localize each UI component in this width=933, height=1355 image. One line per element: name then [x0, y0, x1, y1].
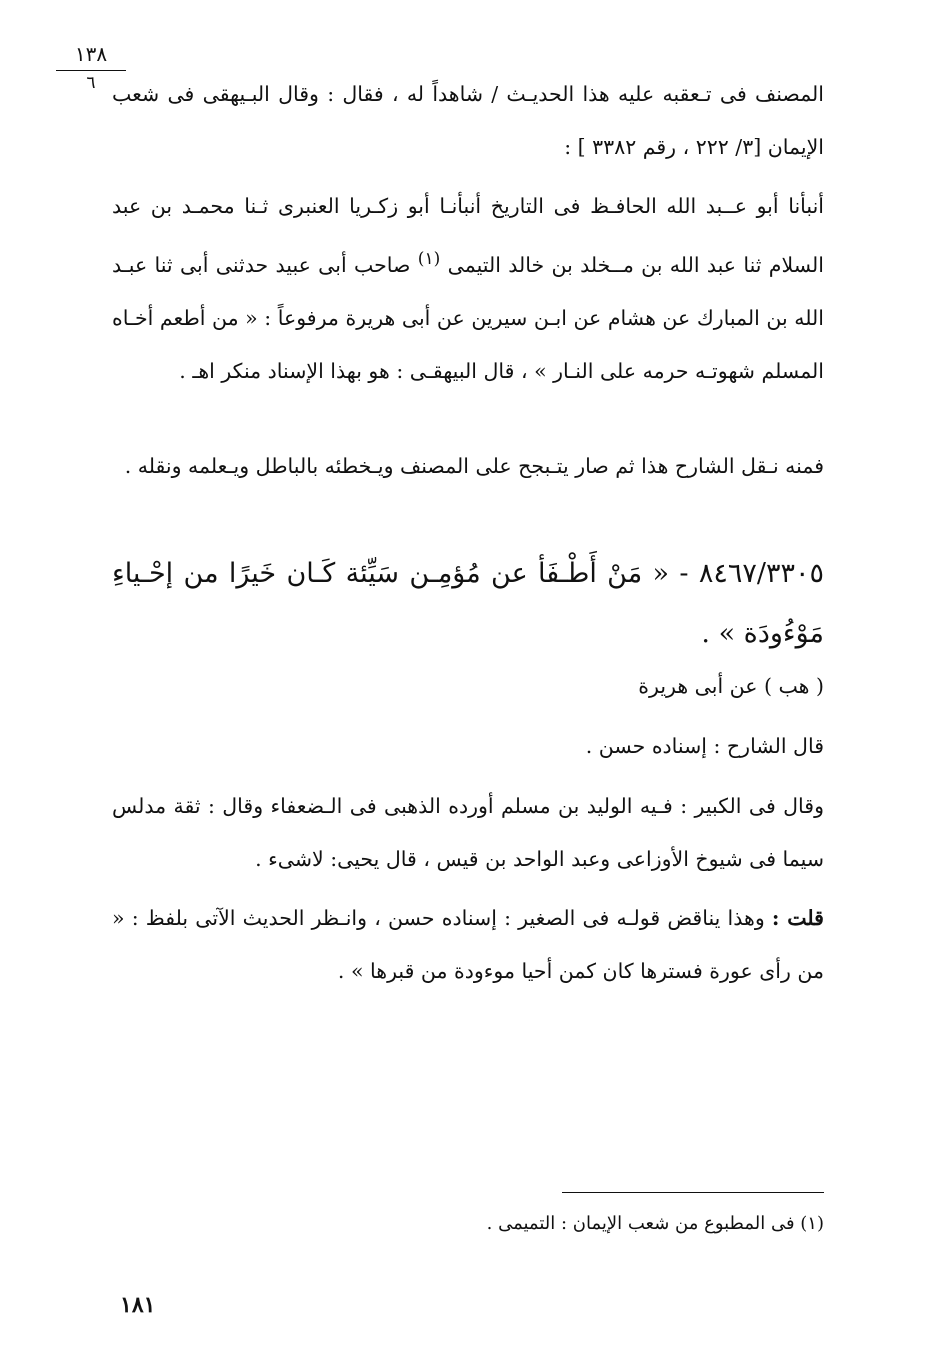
hadith-text	[112, 544, 824, 664]
paragraph-2-b: صاحب أبى عبيد حدثنى أبى ثنا عبـد الله بن المبارك عن هشام عن ابـن سيرين عن أبى هريرة مرفوعاً : « من أطعم أخـاه المسلم شهوتـه حرمه على النـار » ، قال البيهقـى : هو بهذا الإسناد منكر اهـ .	[112, 252, 824, 383]
hadith-source	[112, 660, 824, 713]
paragraph-5	[112, 780, 824, 886]
margin-page-ref: ١٣٨	[74, 42, 108, 66]
paragraph-3-text: فمنه نـقل الشارح هذا ثم صار يتـبجح على المصنف ويـخطئه بالباطل ويـعلمه ونقله .	[124, 454, 824, 478]
footnote: (١) فى المطبوع من شعب الإيمان : التميمى .	[486, 1213, 824, 1234]
paragraph-2	[112, 180, 824, 398]
paragraph-6-text	[112, 892, 824, 998]
margin-sub-ref: ٦	[86, 73, 96, 93]
paragraph-6-lead: قلت :	[771, 906, 824, 930]
paragraph-5-text: وقال فى الكبير : فـيه الوليد بن مسلم أورده الذهبى فى الـضعفاء وقال : ثقة مدلس سيما فى شيوخ الأوزاعى وعبد الواحد بن قيس ، قال يحيى: لاشىء .	[112, 794, 824, 871]
paragraph-2-text	[112, 180, 824, 398]
footnote-ref: (١)	[417, 249, 441, 269]
paragraph-2-a: أنبأنا أبو عــبد الله الحافـظ فى التاريخ أنبأنـا أبو زكـريا العنبرى ثـنا محمـد بن عبد السلام ثنا عبد الله بن مــخلد بن خالد التيمى	[112, 194, 824, 277]
paragraph-3	[112, 440, 824, 493]
hadith-source-text: ( هب ) عن أبى هريرة	[638, 674, 824, 698]
paragraph-1-text: المصنف فى تـعقبه عليه هذا الحديـث / شاهداً له ، فقال : وقال البـيهقى فى شعب الإيمان [٣/ ٢٢٢ ، رقم ٣٣٨٢ ] :	[112, 82, 824, 159]
paragraph-6-body: وهذا يناقض قولـه فى الصغير : إسناده حسن ، وانـظر الحديث الآتى بلفظ : « من رأى عورة فسترها كان كمن أحيا موءودة من قبرها » .	[112, 906, 824, 983]
page-number: ١٨١	[120, 1292, 156, 1318]
paragraph-4	[112, 720, 824, 773]
paragraph-1	[112, 68, 824, 174]
paragraph-6	[112, 892, 824, 998]
paragraph-4-text: قال الشارح : إسناده حسن .	[585, 734, 824, 758]
hadith-line: ٨٤٦٧/٣٣٠٥ - « مَنْ أَطْـفَأ عن مُؤمِـن سَيِّئة كَـان خَيرًا من إحْـياءِ مَوْءُودَة » .	[112, 558, 824, 649]
footnote-rule	[562, 1192, 824, 1193]
